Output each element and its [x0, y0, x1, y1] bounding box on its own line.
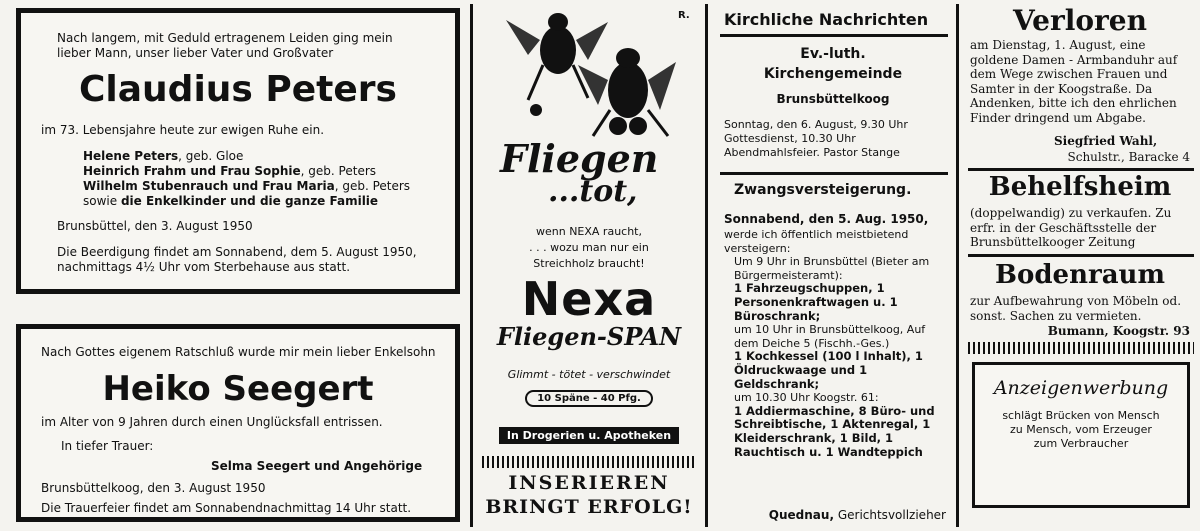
auction-slot: um 10 Uhr in Brunsbüttelkoog, Auf dem Deiche 5 (Fischh.-Ges.) [734, 323, 926, 350]
flies-illustration [498, 10, 678, 140]
obituary-funeral: Die Beerdigung findet am Sonnabend, dem 5. August 1950, nachmittags 4½ Uhr vom Sterbehause aus statt. [57, 245, 417, 274]
mourner-line: Wilhelm Stubenrauch und Frau Maria, geb. Peters [83, 179, 411, 193]
attic-contact: Bumann, Koogstr. 93 [1047, 324, 1190, 338]
auction-items: 1 Addiermaschine, 8 Büro- und Schreibtische, 1 Aktenregal, 1 Kleiderschrank, 1 Bild, 1 Rauchtisch u. 1 Wandteppich [734, 403, 935, 459]
mourner-line: Heinrich Frahm und Frau Sophie, geb. Peters [83, 164, 377, 178]
stores-bar-wrap [478, 424, 700, 444]
obituary-heiko-seegert [16, 324, 460, 522]
column-rule [705, 4, 708, 527]
lost-title: Verloren [1013, 4, 1147, 37]
divider-hatch [968, 342, 1194, 354]
obituary-place-date: Brunsbüttel, den 3. August 1950 [57, 219, 253, 233]
stores-bar: In Drogerien u. Apotheken [499, 427, 679, 444]
lost-text: am Dienstag, 1. August, eine goldene Damen - Armbanduhr auf dem Wege zwischen Frauen und Samter in der Koogstraße. Da Andenken, bitte ich den ehrlichen Finder dringend um Abgabe. [970, 38, 1178, 125]
obituary-place-date: Brunsbüttelkoog, den 3. August 1950 [41, 481, 266, 495]
ad-promo-text: schlägt Brücken von Mensch zu Mensch, vom Erzeuger zum Verbraucher [1002, 409, 1160, 450]
brand-logo: Nexa [521, 272, 657, 326]
auction-title: Zwangsversteigerung. [734, 182, 912, 198]
nexa-line-2: . . . wozu man nur ein [529, 241, 649, 254]
tagline: Glimmt - tötet - verschwindet [507, 368, 671, 381]
shelter-title: Behelfsheim [988, 172, 1172, 202]
auction-date: Sonnabend, den 5. Aug. 1950, [724, 212, 929, 226]
church-org-1: Ev.-luth. [800, 46, 866, 62]
obituary-age-line: im 73. Lebensjahre heute zur ewigen Ruhe ein. [41, 123, 325, 137]
mourners-list [83, 149, 463, 209]
nexa-line-1: wenn NEXA raucht, [535, 225, 642, 238]
divider-hatch [482, 456, 696, 468]
auction-signature: Quednau, Gerichtsvollzieher [768, 508, 946, 522]
lost-address: Schulstr., Baracke 4 [1067, 150, 1190, 164]
nexa-ad [478, 0, 700, 531]
divider [720, 172, 948, 175]
auction-body [724, 228, 946, 459]
footer-inserieren: INSERIEREN [508, 472, 670, 494]
attic-title: Bodenraum [995, 260, 1165, 290]
ad-promo-title: Anzeigenwerbung [993, 377, 1169, 399]
auction-slot: um 10.30 Uhr Koogstr. 61: [734, 391, 879, 405]
obituary-name: Claudius Peters [79, 69, 397, 110]
divider [968, 254, 1194, 257]
auction-slot: Um 9 Uhr in Brunsbüttel (Bieter am Bürgermeisteramt): [734, 255, 930, 282]
product-name: Fliegen-SPAN [496, 322, 682, 351]
auction-intro: werde ich öffentlich meistbietend versteigern: [724, 228, 909, 255]
church-text: Sonntag, den 6. August, 9.30 Uhr Gottesdienst, 10.30 Uhr Abendmahlsfeier. Pastor Stange [724, 118, 908, 159]
church-auction-column [714, 0, 952, 531]
obituary-intro: Nach langem, mit Geduld ertragenem Leiden ging mein lieber Mann, unser lieber Vater und Großvater [57, 31, 393, 60]
obituary-name: Heiko Seegert [102, 369, 374, 409]
church-title: Kirchliche Nachrichten [724, 10, 929, 29]
headline-tot: ...tot, [548, 174, 638, 209]
auction-items: 1 Fahrzeugschuppen, 1 Personenkraftwagen u. 1 Büroschrank; [734, 281, 898, 323]
divider [968, 168, 1194, 171]
fly-icon [578, 48, 676, 136]
obituary-claudius-peters [16, 8, 460, 294]
corner-mark: R. [678, 10, 690, 21]
auction-items: 1 Kochkessel (100 l Inhalt), 1 Öldruckwaage und 1 Geldschrank; [734, 349, 923, 391]
footer-erfolg: BRINGT ERFOLG! [485, 496, 693, 518]
obituary-funeral: Die Trauerfeier findet am Sonnabendnachmittag 14 Uhr statt. [41, 501, 412, 515]
obituary-age-line: im Alter von 9 Jahren durch einen Unglücksfall entrissen. [41, 415, 383, 429]
mourners: Selma Seegert und Angehörige [211, 459, 423, 473]
column-rule [470, 4, 473, 527]
obituary-intro: Nach Gottes eigenem Ratschluß wurde mir mein lieber Enkelsohn [41, 345, 436, 359]
church-place: Brunsbüttelkoog [776, 92, 890, 106]
lost-name: Siegfried Wahl, [1054, 134, 1158, 148]
grief-line: In tiefer Trauer: [61, 439, 154, 453]
ad-promo-box [972, 362, 1190, 508]
nexa-line-3: Streichholz braucht! [533, 257, 645, 270]
mourner-line: sowie die Enkelkinder und die ganze Familie [83, 194, 379, 208]
church-org-2: Kirchengemeinde [763, 66, 903, 82]
divider [720, 34, 948, 37]
classifieds-column [964, 0, 1196, 531]
price-pill-wrap [478, 386, 700, 407]
shelter-text: (doppelwandig) zu verkaufen. Zu erfr. in der Geschäftsstelle der Brunsbüttelkooger Zeitung [970, 206, 1172, 249]
mourner-line: Helene Peters, geb. Gloe [83, 149, 244, 163]
column-rule [956, 4, 959, 527]
price-badge: 10 Späne - 40 Pfg. [525, 390, 653, 407]
attic-text: zur Aufbewahrung von Möbeln od. sonst. Sachen zu vermieten. [970, 294, 1182, 323]
headline-fliegen: Fliegen [500, 136, 659, 181]
